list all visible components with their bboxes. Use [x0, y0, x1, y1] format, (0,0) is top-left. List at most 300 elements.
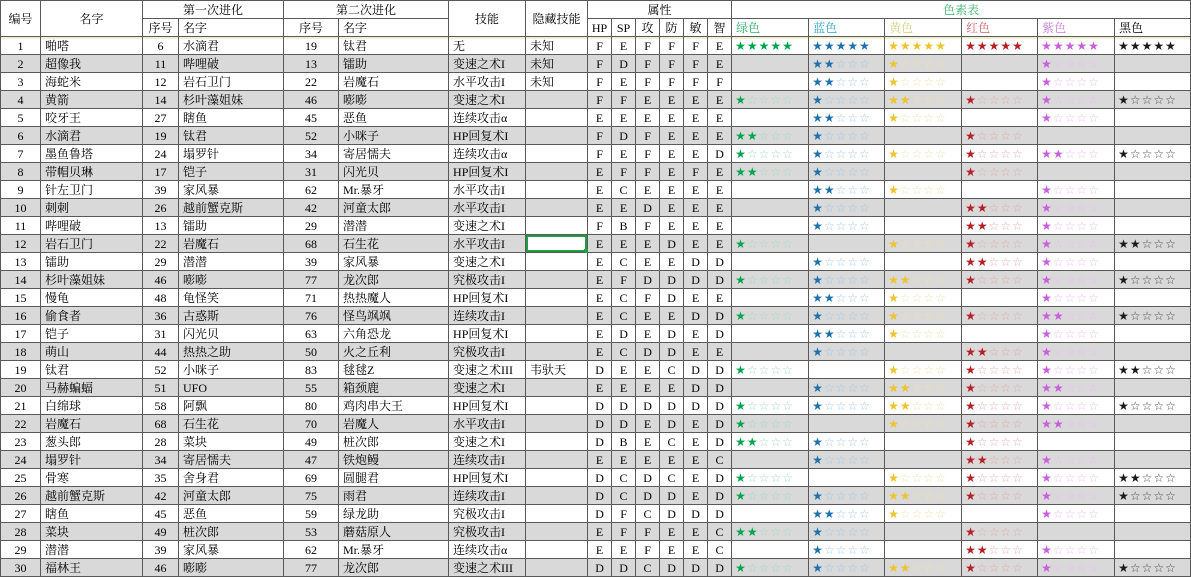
cell-stars-purple[interactable] [1038, 523, 1115, 541]
cell-stars-red[interactable] [962, 433, 1038, 451]
cell-name[interactable]: 针左卫门 [41, 181, 143, 199]
cell-evo2-name[interactable]: 河童太郎 [339, 199, 449, 217]
cell-attr-def[interactable]: C [660, 433, 684, 451]
cell-attr-agi[interactable]: E [684, 199, 708, 217]
cell-evo1-name[interactable]: 岩魔石 [179, 235, 284, 253]
cell-attr-def[interactable]: D [660, 415, 684, 433]
cell-evo1-no[interactable]: 17 [143, 163, 179, 181]
col-header-attr-sp[interactable]: SP [612, 19, 636, 37]
cell-stars-red[interactable] [962, 379, 1038, 397]
col-header-color-yellow[interactable]: 黄色 [885, 19, 962, 37]
cell-attr-def[interactable]: F [660, 55, 684, 73]
cell-evo2-no[interactable]: 39 [284, 253, 339, 271]
cell-stars-green[interactable] [732, 181, 809, 199]
cell-skill[interactable]: 变速之术I [449, 91, 526, 109]
cell-attr-int[interactable]: E [708, 91, 732, 109]
cell-stars-green[interactable] [732, 325, 809, 343]
cell-evo1-no[interactable]: 22 [143, 235, 179, 253]
cell-stars-purple[interactable] [1038, 469, 1115, 487]
cell-evo2-no[interactable]: 62 [284, 541, 339, 559]
cell-stars-red[interactable] [962, 451, 1038, 469]
cell-stars-blue[interactable] [809, 145, 885, 163]
cell-skill[interactable]: 变速之术I [449, 433, 526, 451]
cell-id[interactable]: 20 [1, 379, 41, 397]
cell-attr-sp[interactable]: C [612, 181, 636, 199]
cell-evo1-name[interactable]: 菜块 [179, 433, 284, 451]
cell-attr-agi[interactable]: E [684, 523, 708, 541]
cell-attr-atk[interactable]: E [636, 181, 660, 199]
cell-evo2-name[interactable]: 六角恐龙 [339, 325, 449, 343]
cell-attr-def[interactable]: E [660, 379, 684, 397]
cell-name[interactable]: 瞎鱼 [41, 505, 143, 523]
cell-attr-hp[interactable]: E [588, 343, 612, 361]
cell-stars-black[interactable] [1115, 559, 1191, 577]
cell-hidden-skill[interactable] [526, 181, 588, 199]
cell-evo1-no[interactable]: 12 [143, 73, 179, 91]
cell-skill[interactable]: HP回复术I [449, 469, 526, 487]
cell-attr-agi[interactable]: E [684, 541, 708, 559]
cell-attr-atk[interactable]: D [636, 469, 660, 487]
cell-stars-black[interactable] [1115, 73, 1191, 91]
cell-stars-yellow[interactable] [885, 289, 962, 307]
cell-skill[interactable]: HP回复术I [449, 325, 526, 343]
cell-evo1-no[interactable]: 13 [143, 217, 179, 235]
cell-hidden-skill[interactable] [526, 109, 588, 127]
cell-attr-hp[interactable]: E [588, 541, 612, 559]
cell-name[interactable]: 刺刺 [41, 199, 143, 217]
cell-evo2-name[interactable]: 火之丘利 [339, 343, 449, 361]
cell-attr-agi[interactable]: E [684, 469, 708, 487]
cell-attr-sp[interactable]: D [612, 55, 636, 73]
cell-stars-black[interactable] [1115, 163, 1191, 181]
cell-attr-def[interactable]: D [660, 325, 684, 343]
cell-attr-hp[interactable]: D [588, 397, 612, 415]
cell-evo1-no[interactable]: 31 [143, 325, 179, 343]
cell-skill[interactable]: 变速之术I [449, 253, 526, 271]
cell-hidden-skill[interactable]: 未知 [526, 73, 588, 91]
cell-evo2-name[interactable]: 绿龙助 [339, 505, 449, 523]
cell-stars-blue[interactable] [809, 271, 885, 289]
cell-attr-sp[interactable]: B [612, 433, 636, 451]
cell-attr-int[interactable]: F [708, 73, 732, 91]
cell-skill[interactable]: 究极攻击I [449, 523, 526, 541]
cell-hidden-skill[interactable] [526, 541, 588, 559]
cell-stars-red[interactable] [962, 325, 1038, 343]
cell-stars-red[interactable] [962, 289, 1038, 307]
cell-name[interactable]: 福林王 [41, 559, 143, 577]
cell-attr-hp[interactable]: E [588, 163, 612, 181]
cell-attr-sp[interactable]: C [612, 289, 636, 307]
cell-stars-black[interactable] [1115, 271, 1191, 289]
cell-hidden-skill[interactable] [526, 289, 588, 307]
cell-stars-green[interactable] [732, 505, 809, 523]
cell-name[interactable]: 岩石卫门 [41, 235, 143, 253]
cell-attr-hp[interactable]: D [588, 469, 612, 487]
cell-attr-def[interactable]: E [660, 253, 684, 271]
cell-evo2-name[interactable]: 龙次郎 [339, 559, 449, 577]
col-header-id[interactable]: 编号 [1, 1, 41, 37]
cell-evo2-name[interactable]: 怪鸟飒飒 [339, 307, 449, 325]
cell-hidden-skill[interactable] [526, 397, 588, 415]
cell-evo1-no[interactable]: 19 [143, 127, 179, 145]
cell-hidden-skill[interactable] [526, 469, 588, 487]
cell-name[interactable]: 墨鱼鲁塔 [41, 145, 143, 163]
cell-evo2-no[interactable]: 83 [284, 361, 339, 379]
cell-evo2-name[interactable]: Mr.暴牙 [339, 181, 449, 199]
cell-stars-yellow[interactable] [885, 199, 962, 217]
cell-evo1-no[interactable]: 29 [143, 253, 179, 271]
cell-evo2-no[interactable]: 22 [284, 73, 339, 91]
cell-hidden-skill[interactable] [526, 451, 588, 469]
cell-hidden-skill[interactable] [526, 325, 588, 343]
cell-attr-hp[interactable]: E [588, 253, 612, 271]
col-header-evo2-index[interactable]: 序号 [284, 19, 339, 37]
cell-evo2-name[interactable]: 钛君 [339, 37, 449, 55]
cell-evo1-name[interactable]: 哔哩破 [179, 55, 284, 73]
cell-stars-black[interactable] [1115, 415, 1191, 433]
cell-attr-hp[interactable]: F [588, 91, 612, 109]
cell-stars-yellow[interactable] [885, 433, 962, 451]
cell-id[interactable]: 15 [1, 289, 41, 307]
cell-stars-green[interactable] [732, 91, 809, 109]
cell-attr-int[interactable]: D [708, 325, 732, 343]
cell-attr-atk[interactable]: F [636, 37, 660, 55]
cell-attr-int[interactable]: C [708, 451, 732, 469]
cell-name[interactable]: 越前蟹克斯 [41, 487, 143, 505]
cell-evo2-no[interactable]: 52 [284, 127, 339, 145]
cell-stars-black[interactable] [1115, 253, 1191, 271]
cell-stars-red[interactable] [962, 271, 1038, 289]
cell-evo1-name[interactable]: 寄居懦夫 [179, 451, 284, 469]
col-header-color-green[interactable]: 绿色 [732, 19, 809, 37]
cell-attr-def[interactable]: C [660, 361, 684, 379]
cell-attr-atk[interactable]: E [636, 433, 660, 451]
cell-attr-int[interactable]: E [708, 37, 732, 55]
cell-skill[interactable]: 变速之术III [449, 559, 526, 577]
cell-hidden-skill[interactable] [526, 415, 588, 433]
cell-name[interactable]: 带帽贝琳 [41, 163, 143, 181]
cell-id[interactable]: 11 [1, 217, 41, 235]
cell-attr-atk[interactable]: F [636, 73, 660, 91]
cell-name[interactable]: 萌山 [41, 343, 143, 361]
cell-evo2-no[interactable]: 75 [284, 487, 339, 505]
cell-attr-def[interactable]: D [660, 559, 684, 577]
cell-evo2-no[interactable]: 63 [284, 325, 339, 343]
cell-skill[interactable]: HP回复术I [449, 163, 526, 181]
cell-attr-sp[interactable]: E [612, 451, 636, 469]
cell-stars-red[interactable] [962, 55, 1038, 73]
cell-attr-atk[interactable]: E [636, 235, 660, 253]
cell-evo2-name[interactable]: 热热魔人 [339, 289, 449, 307]
cell-id[interactable]: 21 [1, 397, 41, 415]
cell-attr-atk[interactable]: E [636, 415, 660, 433]
cell-stars-green[interactable] [732, 487, 809, 505]
cell-evo2-no[interactable]: 76 [284, 307, 339, 325]
cell-evo2-no[interactable]: 49 [284, 433, 339, 451]
cell-skill[interactable]: 水平攻击I [449, 181, 526, 199]
cell-stars-blue[interactable] [809, 559, 885, 577]
cell-stars-green[interactable] [732, 379, 809, 397]
cell-evo1-name[interactable]: 龟怪笑 [179, 289, 284, 307]
cell-attr-hp[interactable]: E [588, 235, 612, 253]
col-header-color-black[interactable]: 黑色 [1115, 19, 1191, 37]
cell-evo1-no[interactable]: 52 [143, 361, 179, 379]
col-header-colors-group[interactable]: 色素表 [732, 1, 1191, 19]
cell-evo2-name[interactable]: 恶鱼 [339, 109, 449, 127]
cell-skill[interactable]: 变速之术III [449, 361, 526, 379]
cell-attr-def[interactable]: D [660, 343, 684, 361]
cell-evo2-no[interactable]: 31 [284, 163, 339, 181]
cell-attr-atk[interactable]: D [636, 343, 660, 361]
cell-stars-blue[interactable] [809, 73, 885, 91]
cell-hidden-skill[interactable]: 未知 [526, 37, 588, 55]
cell-stars-blue[interactable] [809, 541, 885, 559]
cell-skill[interactable]: 变速之术I [449, 379, 526, 397]
cell-name[interactable]: 慢龟 [41, 289, 143, 307]
cell-stars-yellow[interactable] [885, 541, 962, 559]
cell-attr-sp[interactable]: E [612, 109, 636, 127]
cell-id[interactable]: 25 [1, 469, 41, 487]
cell-attr-def[interactable]: E [660, 307, 684, 325]
cell-stars-red[interactable] [962, 199, 1038, 217]
cell-attr-agi[interactable]: D [684, 505, 708, 523]
cell-attr-sp[interactable]: F [612, 163, 636, 181]
cell-attr-hp[interactable]: E [588, 181, 612, 199]
cell-stars-red[interactable] [962, 415, 1038, 433]
cell-evo2-name[interactable]: 桩次郎 [339, 433, 449, 451]
cell-stars-black[interactable] [1115, 451, 1191, 469]
cell-attr-agi[interactable]: E [684, 235, 708, 253]
cell-stars-red[interactable] [962, 163, 1038, 181]
cell-attr-sp[interactable]: F [612, 523, 636, 541]
cell-stars-blue[interactable] [809, 451, 885, 469]
col-header-color-purple[interactable]: 紫色 [1038, 19, 1115, 37]
cell-hidden-skill[interactable] [526, 343, 588, 361]
cell-attr-def[interactable]: E [660, 217, 684, 235]
cell-evo1-name[interactable]: 热热之助 [179, 343, 284, 361]
cell-hidden-skill[interactable] [526, 271, 588, 289]
cell-name[interactable]: 葱头郎 [41, 433, 143, 451]
cell-skill[interactable]: 水平攻击I [449, 235, 526, 253]
cell-evo2-name[interactable]: 石生花 [339, 235, 449, 253]
cell-name[interactable]: 马赫蝙蝠 [41, 379, 143, 397]
cell-attr-sp[interactable]: C [612, 253, 636, 271]
cell-id[interactable]: 6 [1, 127, 41, 145]
cell-attr-agi[interactable]: E [684, 127, 708, 145]
cell-attr-agi[interactable]: E [684, 343, 708, 361]
cell-hidden-skill[interactable] [526, 307, 588, 325]
cell-attr-int[interactable]: E [708, 235, 732, 253]
cell-skill[interactable]: 水平攻击I [449, 199, 526, 217]
cell-stars-green[interactable] [732, 469, 809, 487]
cell-evo2-no[interactable]: 70 [284, 415, 339, 433]
cell-name[interactable]: 杉叶藻姐妹 [41, 271, 143, 289]
cell-stars-yellow[interactable] [885, 505, 962, 523]
cell-attr-sp[interactable]: F [612, 505, 636, 523]
col-header-attr-agi[interactable]: 敏 [684, 19, 708, 37]
cell-attr-sp[interactable]: D [612, 325, 636, 343]
cell-stars-purple[interactable] [1038, 253, 1115, 271]
cell-stars-yellow[interactable] [885, 325, 962, 343]
cell-stars-yellow[interactable] [885, 271, 962, 289]
cell-attr-sp[interactable]: E [612, 379, 636, 397]
cell-evo2-name[interactable]: 箱颈鹿 [339, 379, 449, 397]
cell-evo1-name[interactable]: 水滴君 [179, 37, 284, 55]
cell-attr-agi[interactable]: F [684, 163, 708, 181]
cell-evo1-name[interactable]: 镭助 [179, 217, 284, 235]
cell-stars-red[interactable] [962, 109, 1038, 127]
cell-stars-blue[interactable] [809, 109, 885, 127]
cell-name[interactable]: 镭助 [41, 253, 143, 271]
cell-evo1-name[interactable]: 桩次郎 [179, 523, 284, 541]
cell-id[interactable]: 12 [1, 235, 41, 253]
col-header-color-red[interactable]: 红色 [962, 19, 1038, 37]
cell-evo1-no[interactable]: 14 [143, 91, 179, 109]
cell-stars-black[interactable] [1115, 55, 1191, 73]
cell-name[interactable]: 骨寒 [41, 469, 143, 487]
cell-attr-agi[interactable]: F [684, 37, 708, 55]
fill-handle[interactable] [584, 249, 588, 253]
cell-attr-def[interactable]: E [660, 145, 684, 163]
cell-attr-sp[interactable]: E [612, 145, 636, 163]
cell-attr-hp[interactable]: F [588, 55, 612, 73]
cell-attr-def[interactable]: D [660, 289, 684, 307]
col-header-hidden-skill[interactable]: 隐藏技能 [526, 1, 588, 37]
cell-evo1-name[interactable]: 阿飘 [179, 397, 284, 415]
cell-evo2-no[interactable]: 59 [284, 505, 339, 523]
cell-evo1-name[interactable]: 恶鱼 [179, 505, 284, 523]
cell-stars-blue[interactable] [809, 343, 885, 361]
cell-attr-hp[interactable]: F [588, 145, 612, 163]
cell-attr-sp[interactable]: F [612, 91, 636, 109]
cell-stars-red[interactable] [962, 469, 1038, 487]
cell-id[interactable]: 3 [1, 73, 41, 91]
cell-evo2-name[interactable]: 铁炮鳗 [339, 451, 449, 469]
cell-stars-black[interactable] [1115, 307, 1191, 325]
cell-attr-int[interactable]: E [708, 199, 732, 217]
cell-attr-sp[interactable]: C [612, 307, 636, 325]
cell-stars-green[interactable] [732, 109, 809, 127]
cell-name[interactable]: 偷食者 [41, 307, 143, 325]
cell-stars-blue[interactable] [809, 361, 885, 379]
cell-evo2-no[interactable]: 80 [284, 397, 339, 415]
cell-stars-green[interactable] [732, 253, 809, 271]
cell-evo1-no[interactable]: 48 [143, 289, 179, 307]
cell-hidden-skill[interactable] [526, 379, 588, 397]
cell-attr-sp[interactable]: C [612, 487, 636, 505]
cell-attr-sp[interactable]: E [612, 361, 636, 379]
cell-evo1-no[interactable]: 35 [143, 469, 179, 487]
cell-stars-black[interactable] [1115, 505, 1191, 523]
cell-stars-blue[interactable] [809, 235, 885, 253]
cell-skill[interactable]: HP回复术I [449, 289, 526, 307]
cell-skill[interactable]: 连续攻击I [449, 451, 526, 469]
cell-stars-red[interactable] [962, 253, 1038, 271]
cell-attr-int[interactable]: E [708, 55, 732, 73]
cell-attr-agi[interactable]: E [684, 415, 708, 433]
cell-attr-sp[interactable]: B [612, 217, 636, 235]
cell-attr-int[interactable]: D [708, 433, 732, 451]
cell-name[interactable]: 岩魔石 [41, 415, 143, 433]
cell-evo2-name[interactable]: 小咪子 [339, 127, 449, 145]
cell-evo2-no[interactable]: 46 [284, 91, 339, 109]
cell-stars-black[interactable] [1115, 541, 1191, 559]
cell-evo1-no[interactable]: 46 [143, 271, 179, 289]
cell-evo2-no[interactable]: 71 [284, 289, 339, 307]
cell-hidden-skill[interactable] [526, 487, 588, 505]
col-header-color-blue[interactable]: 蓝色 [809, 19, 885, 37]
cell-stars-blue[interactable] [809, 217, 885, 235]
cell-stars-yellow[interactable] [885, 145, 962, 163]
cell-attr-sp[interactable]: C [612, 343, 636, 361]
cell-stars-yellow[interactable] [885, 55, 962, 73]
cell-stars-blue[interactable] [809, 523, 885, 541]
cell-evo1-name[interactable]: 舍身君 [179, 469, 284, 487]
cell-attr-int[interactable]: D [708, 487, 732, 505]
cell-attr-agi[interactable]: F [684, 73, 708, 91]
cell-evo2-no[interactable]: 68 [284, 235, 339, 253]
cell-evo2-no[interactable]: 42 [284, 199, 339, 217]
cell-stars-green[interactable] [732, 235, 809, 253]
cell-attr-hp[interactable]: E [588, 289, 612, 307]
cell-attr-def[interactable]: D [660, 271, 684, 289]
cell-attr-int[interactable]: D [708, 379, 732, 397]
cell-stars-black[interactable] [1115, 91, 1191, 109]
cell-evo2-name[interactable]: 蘑菇原人 [339, 523, 449, 541]
cell-attr-hp[interactable]: E [588, 271, 612, 289]
cell-stars-purple[interactable] [1038, 217, 1115, 235]
cell-stars-purple[interactable] [1038, 91, 1115, 109]
cell-hidden-skill[interactable] [526, 559, 588, 577]
cell-stars-blue[interactable] [809, 163, 885, 181]
cell-attr-int[interactable]: E [708, 163, 732, 181]
cell-stars-red[interactable] [962, 235, 1038, 253]
cell-stars-black[interactable] [1115, 37, 1191, 55]
cell-evo1-name[interactable]: 杉叶藻姐妹 [179, 91, 284, 109]
cell-stars-black[interactable] [1115, 181, 1191, 199]
cell-hidden-skill[interactable] [526, 91, 588, 109]
cell-attr-agi[interactable]: E [684, 217, 708, 235]
cell-attr-sp[interactable]: D [612, 397, 636, 415]
cell-name[interactable]: 塌罗针 [41, 451, 143, 469]
cell-attr-sp[interactable]: E [612, 73, 636, 91]
cell-skill[interactable]: 连续攻击I [449, 307, 526, 325]
cell-stars-purple[interactable] [1038, 307, 1115, 325]
cell-attr-int[interactable]: E [708, 289, 732, 307]
cell-attr-agi[interactable]: E [684, 289, 708, 307]
cell-stars-purple[interactable] [1038, 451, 1115, 469]
cell-name[interactable]: 超像我 [41, 55, 143, 73]
cell-stars-purple[interactable] [1038, 127, 1115, 145]
cell-name[interactable]: 白绵球 [41, 397, 143, 415]
cell-id[interactable]: 27 [1, 505, 41, 523]
cell-attr-hp[interactable]: F [588, 217, 612, 235]
cell-evo1-name[interactable]: UFO [179, 379, 284, 397]
cell-stars-black[interactable] [1115, 289, 1191, 307]
cell-evo1-no[interactable]: 42 [143, 487, 179, 505]
cell-attr-agi[interactable]: E [684, 325, 708, 343]
cell-stars-green[interactable] [732, 73, 809, 91]
cell-evo1-no[interactable]: 24 [143, 145, 179, 163]
cell-attr-hp[interactable]: E [588, 451, 612, 469]
cell-id[interactable]: 24 [1, 451, 41, 469]
cell-evo1-name[interactable]: 潜潜 [179, 253, 284, 271]
cell-attr-def[interactable]: E [660, 541, 684, 559]
cell-skill[interactable]: 水平攻击I [449, 415, 526, 433]
cell-stars-blue[interactable] [809, 199, 885, 217]
cell-attr-sp[interactable]: F [612, 271, 636, 289]
cell-stars-green[interactable] [732, 433, 809, 451]
